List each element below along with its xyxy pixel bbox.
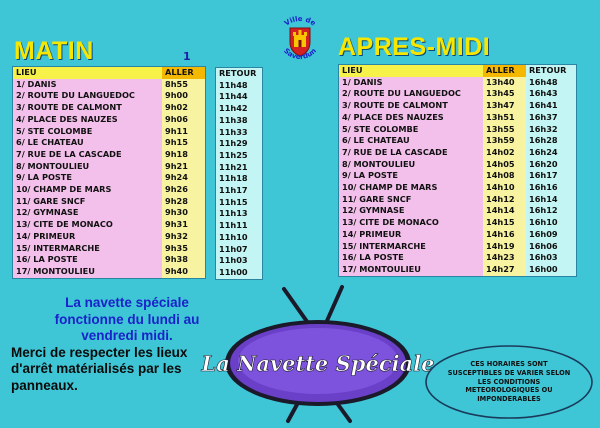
table-row: [216, 197, 262, 209]
table-row: [339, 112, 576, 124]
table-row: [339, 194, 576, 206]
stop-name: 6/ LE CHATEAU: [339, 135, 483, 147]
retour-time: 16h32: [526, 124, 576, 136]
table-row: [13, 102, 205, 114]
stop-name: 4/ PLACE DES NAUZES: [339, 112, 483, 124]
badge-text: La Navette Spéciale: [201, 351, 435, 376]
afternoon-title: APRES-MIDI: [338, 33, 491, 61]
table-row: [339, 88, 576, 100]
morning-table: [12, 66, 206, 279]
stop-name: 8/ MONTOULIEU: [13, 161, 162, 173]
aller-time: 14h19: [483, 241, 526, 253]
table-row: [13, 254, 205, 266]
aller-time: 13h59: [483, 135, 526, 147]
table-row: [216, 185, 262, 197]
aller-time: 9h21: [162, 161, 205, 173]
stop-name: 3/ ROUTE DE CALMONT: [339, 100, 483, 112]
aller-time: 9h06: [162, 114, 205, 126]
stop-name: 7/ RUE DE LA CASCADE: [339, 147, 483, 159]
table-row: [13, 219, 205, 231]
notice-line1: La navette spéciale: [65, 295, 189, 310]
aller-time: 14h08: [483, 170, 526, 182]
retour-time: 16h00: [526, 264, 576, 276]
table-row: [339, 147, 576, 159]
retour-time: 11h13: [216, 208, 262, 220]
retour-time: 16h12: [526, 205, 576, 217]
retour-time: 16h10: [526, 217, 576, 229]
retour-time: 11h38: [216, 115, 262, 127]
stop-name: 17/ MONTOULIEU: [13, 266, 162, 278]
disclaimer-line4: METEOROLOGIQUES OU: [465, 386, 553, 395]
morning-header-aller: ALLER: [162, 67, 205, 79]
aller-time: 9h26: [162, 184, 205, 196]
disclaimer: [424, 344, 594, 420]
retour-time: 16h41: [526, 100, 576, 112]
aller-time: 13h47: [483, 100, 526, 112]
retour-time: 11h44: [216, 91, 262, 103]
coat-of-arms-icon: [271, 8, 329, 66]
retour-time: 11h07: [216, 244, 262, 256]
retour-time: 16h09: [526, 229, 576, 241]
aller-time: 9h35: [162, 243, 205, 255]
afternoon-header-lieu: LIEU: [339, 65, 483, 77]
table-row: [13, 149, 205, 161]
table-row: [339, 241, 576, 253]
table-row: [13, 79, 205, 91]
aller-time: 9h30: [162, 207, 205, 219]
stop-name: 14/ PRIMEUR: [339, 229, 483, 241]
stop-name: 3/ ROUTE DE CALMONT: [13, 102, 162, 114]
table-row: [13, 231, 205, 243]
table-row: [216, 255, 262, 267]
stop-name: 6/ LE CHATEAU: [13, 137, 162, 149]
table-row: [13, 207, 205, 219]
table-row: [13, 243, 205, 255]
table-row: [13, 196, 205, 208]
retour-time: 11h21: [216, 162, 262, 174]
aller-time: 13h40: [483, 77, 526, 89]
table-row: [216, 80, 262, 92]
stop-name: 10/ CHAMP DE MARS: [339, 182, 483, 194]
notice-line3: vendredi midi.: [81, 328, 173, 343]
morning-marker: 1: [183, 50, 191, 63]
table-row: [216, 173, 262, 185]
table-row: [216, 208, 262, 220]
stop-name: 9/ LA POSTE: [339, 170, 483, 182]
table-row: [339, 170, 576, 182]
aller-time: 14h15: [483, 217, 526, 229]
table-row: [216, 220, 262, 232]
morning-header-retour: RETOUR: [216, 68, 262, 80]
aller-time: 14h10: [483, 182, 526, 194]
table-row: [13, 126, 205, 138]
table-row: [339, 159, 576, 171]
retour-time: 16h16: [526, 182, 576, 194]
aller-time: 14h23: [483, 252, 526, 264]
table-row: [216, 244, 262, 256]
morning-retour-table: [215, 67, 263, 280]
morning-header-lieu: LIEU: [13, 67, 162, 79]
stop-name: 5/ STE COLOMBE: [13, 126, 162, 138]
retour-time: 11h18: [216, 173, 262, 185]
saverdun-logo: [271, 8, 329, 66]
stop-name: 2/ ROUTE DU LANGUEDOC: [339, 88, 483, 100]
aller-time: 9h00: [162, 90, 205, 102]
stop-name: 13/ CITE DE MONACO: [339, 217, 483, 229]
logo-line1: Ville de: [283, 14, 317, 28]
notice: [11, 295, 243, 394]
retour-time: 11h10: [216, 232, 262, 244]
table-row: [13, 172, 205, 184]
stop-name: 10/ CHAMP DE MARS: [13, 184, 162, 196]
navette-badge: [201, 283, 435, 424]
retour-time: 16h28: [526, 135, 576, 147]
table-row: [339, 100, 576, 112]
logo-line2: Saverdun: [282, 46, 318, 62]
stop-name: 15/ INTERMARCHE: [13, 243, 162, 255]
stop-name: 16/ LA POSTE: [339, 252, 483, 264]
stop-name: 13/ CITE DE MONACO: [13, 219, 162, 231]
aller-time: 14h14: [483, 205, 526, 217]
table-row: [216, 127, 262, 139]
aller-time: 9h31: [162, 219, 205, 231]
table-row: [216, 103, 262, 115]
table-row: [216, 115, 262, 127]
disclaimer-line2: SUSCEPTIBLES DE VARIER SELON: [447, 368, 571, 377]
tv-icon: [201, 283, 435, 424]
stop-name: 4/ PLACE DES NAUZES: [13, 114, 162, 126]
table-row: [216, 232, 262, 244]
aller-time: 14h27: [483, 264, 526, 276]
table-row: [13, 161, 205, 173]
table-row: [339, 217, 576, 229]
stop-name: 17/ MONTOULIEU: [339, 264, 483, 276]
disclaimer-line3: LES CONDITIONS: [477, 377, 541, 386]
table-row: [13, 266, 205, 278]
aller-time: 14h05: [483, 159, 526, 171]
notice-line2: fonctionne du lundi au: [54, 311, 200, 327]
table-row: [339, 264, 576, 276]
aller-time: 9h28: [162, 196, 205, 208]
table-row: [13, 90, 205, 102]
aller-time: 9h40: [162, 266, 205, 278]
retour-time: 11h00: [216, 267, 262, 279]
stop-name: 15/ INTERMARCHE: [339, 241, 483, 253]
stop-name: 9/ LA POSTE: [13, 172, 162, 184]
retour-time: 11h03: [216, 255, 262, 267]
notice-line6: panneaux.: [11, 377, 78, 393]
table-row: [339, 229, 576, 241]
table-row: [216, 150, 262, 162]
aller-time: 9h24: [162, 172, 205, 184]
aller-time: 9h15: [162, 137, 205, 149]
afternoon-header-aller: ALLER: [483, 65, 526, 77]
stop-name: 12/ GYMNASE: [13, 207, 162, 219]
aller-time: 9h18: [162, 149, 205, 161]
table-row: [216, 91, 262, 103]
aller-time: 9h11: [162, 126, 205, 138]
retour-time: 16h03: [526, 252, 576, 264]
aller-time: 14h02: [483, 147, 526, 159]
retour-time: 16h48: [526, 77, 576, 89]
table-row: [339, 135, 576, 147]
aller-time: 13h45: [483, 88, 526, 100]
stop-name: 12/ GYMNASE: [339, 205, 483, 217]
morning-title: MATIN: [14, 37, 94, 65]
stop-name: 7/ RUE DE LA CASCADE: [13, 149, 162, 161]
aller-time: 13h55: [483, 124, 526, 136]
retour-time: 16h37: [526, 112, 576, 124]
table-row: [339, 182, 576, 194]
retour-time: 11h25: [216, 150, 262, 162]
aller-time: 9h32: [162, 231, 205, 243]
retour-time: 16h24: [526, 147, 576, 159]
aller-time: 9h02: [162, 102, 205, 114]
aller-time: 14h12: [483, 194, 526, 206]
retour-time: 11h33: [216, 127, 262, 139]
disclaimer-line5: IMPONDERABLES: [477, 395, 541, 404]
table-row: [339, 252, 576, 264]
table-row: [339, 77, 576, 89]
table-row: [216, 138, 262, 150]
afternoon-table: [338, 64, 577, 277]
stop-name: 16/ LA POSTE: [13, 254, 162, 266]
retour-time: 16h43: [526, 88, 576, 100]
afternoon-header-retour: RETOUR: [526, 65, 576, 77]
stop-name: 14/ PRIMEUR: [13, 231, 162, 243]
retour-time: 16h06: [526, 241, 576, 253]
aller-time: 8h55: [162, 79, 205, 91]
table-row: [339, 205, 576, 217]
table-row: [13, 137, 205, 149]
table-row: [13, 184, 205, 196]
table-row: [13, 114, 205, 126]
table-row: [339, 124, 576, 136]
retour-time: 11h29: [216, 138, 262, 150]
aller-time: 9h38: [162, 254, 205, 266]
aller-time: 14h16: [483, 229, 526, 241]
stop-name: 1/ DANIS: [13, 79, 162, 91]
stop-name: 8/ MONTOULIEU: [339, 159, 483, 171]
stop-name: 11/ GARE SNCF: [339, 194, 483, 206]
notice-line5: d'arrêt matérialisés par les: [11, 361, 182, 376]
disclaimer-line1: CES HORAIRES SONT: [470, 360, 548, 368]
retour-time: 11h17: [216, 185, 262, 197]
stop-name: 5/ STE COLOMBE: [339, 124, 483, 136]
table-row: [216, 267, 262, 279]
stop-name: 2/ ROUTE DU LANGUEDOC: [13, 90, 162, 102]
retour-time: 16h20: [526, 159, 576, 171]
retour-time: 11h48: [216, 80, 262, 92]
table-row: [216, 162, 262, 174]
retour-time: 16h17: [526, 170, 576, 182]
aller-time: 13h51: [483, 112, 526, 124]
notice-line4: Merci de respecter les lieux: [11, 344, 188, 360]
stop-name: 1/ DANIS: [339, 77, 483, 89]
retour-time: 16h14: [526, 194, 576, 206]
retour-time: 11h42: [216, 103, 262, 115]
retour-time: 11h15: [216, 197, 262, 209]
stop-name: 11/ GARE SNCF: [13, 196, 162, 208]
retour-time: 11h11: [216, 220, 262, 232]
